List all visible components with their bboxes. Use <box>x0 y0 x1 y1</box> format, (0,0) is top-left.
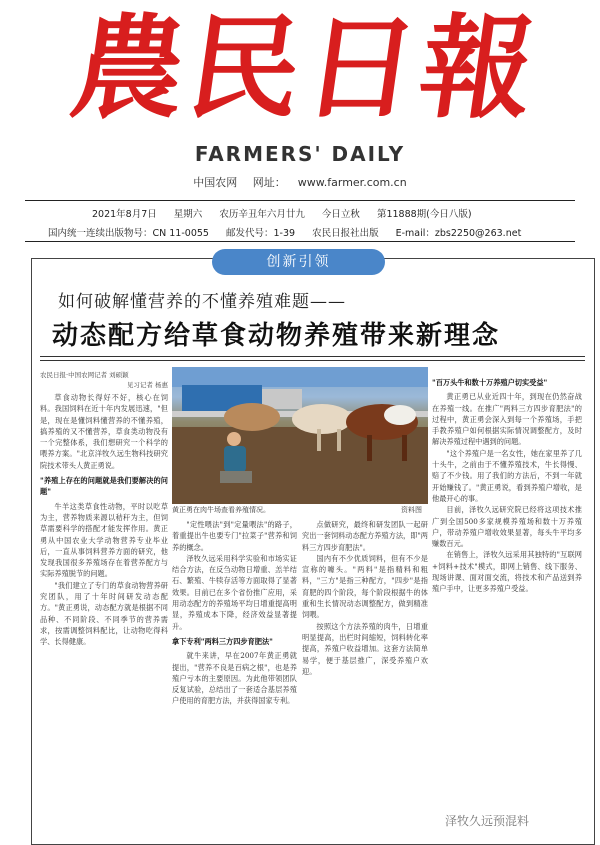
column-4 <box>432 373 582 803</box>
issue-weekday: 星期六 <box>173 209 203 220</box>
byline-intern: 见习记者 杨惠 <box>126 381 168 389</box>
subheading-1: "养殖上存在的问题就是我们要解决的问题" <box>40 476 168 497</box>
photo-caption-row <box>172 505 428 515</box>
article-lead: 草食动物长得好不好，核心在饲料。我国饲料在近十年内发展迅速，"但是，现在是懂饲料懂营养的不懂养殖，搞养殖的又不懂营养，草食类动物没有一个完整体系，我们想研究一个科学的喂养方案。"北京洋牧久远生物科技研究院技术带头人黄正勇说。 <box>40 393 168 470</box>
column-1 <box>40 392 168 832</box>
column-3-paragraph: 国内有不少优质饲料，但有不少是宣称的噱头。"两料"是指精料和粗料，"三方"是指三种配方，"四步"是指育肥的四个阶段，每个阶段根据牛的体重和生长情况动态调整配方，做到精准饲喂。 <box>302 553 428 620</box>
site-label: 中国农网 <box>193 176 238 189</box>
column-4-paragraph: 目前，泽牧久远研究院已经将这项技术推广到全国500多家规模养殖场和数十万养殖户，带动养殖户增收效果显著，每头牛平均多赚数百元。 <box>432 505 582 549</box>
column-2 <box>172 519 297 832</box>
subheading-2: 拿下专利"两料三方四步育肥法" <box>172 636 273 646</box>
email[interactable]: E-mail：zbs2250@263.net <box>395 228 522 239</box>
column-3-paragraph: 按照这个方法养殖的肉牛，日增重明显提高，出栏时间缩短，饲料转化率提高，养殖户收益增加。这套方法简单易学，便于基层推广，深受养殖户欢迎。 <box>302 621 428 676</box>
column-4-paragraph: 在销售上，泽牧久远采用其独特的"互联网+饲料+技术"模式，即网上销售、线下服务、现场讲课、面对面交流，将技术和产品送到养殖户手中，让更多养殖户受益。 <box>432 550 582 594</box>
article-headline: 动态配方给草食动物养殖带来新理念 <box>52 321 501 351</box>
issue-info-row <box>92 206 600 220</box>
newspaper-english-name: FARMERS' DAILY <box>194 142 406 166</box>
postal-code: 邮发代号：1-39 <box>225 228 296 239</box>
column-2-paragraph: 泽牧久远采用科学实验和市场实证结合方法，在反刍动物日增重、羔羊结石、繁殖、牛犊存活等方面取得了显著效果。目前已在多个省份推广应用，采用动态配方的养殖场平均日增重提高明显，养殖成本下降，经济效益显著提升。 <box>172 553 297 631</box>
header-rule <box>25 200 575 201</box>
publication-info-row <box>48 225 598 239</box>
column-1-paragraph: 牛羊这类草食性动物，平时以吃草为主，营养物质来源以秸秆为主，但饲草需要科学的搭配才能发挥作用。黄正勇从中国农业大学动物营养专业毕业后，一直从事饲料营养方面的研究，他发现我国很多养殖场存在着营养配方与实际养殖脱节的问题。 <box>40 501 168 579</box>
cn-number: 国内统一连续出版物号：CN 11-0055 <box>48 228 209 239</box>
masthead <box>0 0 600 200</box>
article-photo <box>172 367 428 504</box>
issue-number: 第11888期(今日八版) <box>376 209 472 220</box>
column-2-paragraph: 就牛来讲，早在2007年黄正勇就提出，"营养不良是百病之根"，也是养殖户亏本的主要原因。为此他带领团队反复试验，总结出了一套适合基层养殖户使用的育肥方法，并获得国家专利。 <box>172 651 297 706</box>
site-prefix: 网址： <box>252 176 286 189</box>
issue-solar-term: 今日立秋 <box>321 209 360 220</box>
column-4-paragraph: 黄正勇已从业近四十年，到现在仍然奋战在养殖一线。在推广"两料三方四步育肥法"的过程中，黄正勇会深入到每一个养殖场，手把手教养殖户如何根据实际情况调整配方，及时解决养殖过程中遇到的问题。 <box>432 392 582 447</box>
wechat-watermark: 泽牧久远预混料 <box>445 814 530 828</box>
site-line <box>0 174 600 190</box>
column-1-paragraph: "我们建立了专门的草食动物营养研究团队，用了十年时间研发动态配方。"黄正勇说，动态配方就是根据不同品种、不同阶段、不同季节的营养需求，按需调整饲料配比，让动物吃得科学、长得健康。 <box>40 580 168 647</box>
issue-date: 2021年8月7日 <box>92 209 157 220</box>
column-4-paragraph: "这个养殖户是一名女性，她在家里养了几十头牛，之前由于不懂养殖技术，牛长得慢、赔了不少钱。用了我们的方法后，不到一年就开始赚钱了。"黄正勇说，看到养殖户增收，是他最开心的事。 <box>432 448 582 503</box>
photo-credit: 资料图 <box>401 506 422 514</box>
cattle-photo-illustration <box>172 367 428 504</box>
column-3-paragraph: 点做研究，最终和研发团队一起研究出一套饲料动态配方养殖方法，即"两料三方四步育肥法"。 <box>302 520 428 552</box>
newspaper-logo: 農民日報 <box>63 3 547 134</box>
byline <box>40 370 168 390</box>
subheading-3: "百万头牛和数十万养殖户切实受益" <box>432 378 548 387</box>
photo-caption: 黄正勇在肉牛场查看养殖情况。 <box>172 506 270 514</box>
headline-rule <box>40 356 585 361</box>
column-3 <box>302 519 428 832</box>
issue-lunar: 农历辛丑年六月廿九 <box>219 209 305 220</box>
header-rule-bottom <box>25 241 575 242</box>
column-2-paragraph: "定性喂法"到"定量喂法"的路子，着重提出牛也要专门"拉菜子"营养和饲养的概念。 <box>172 520 297 552</box>
site-url[interactable]: www.farmer.com.cn <box>297 176 407 189</box>
section-tab: 创新引领 <box>212 249 385 275</box>
byline-reporter: 农民日报·中国农网记者 刘硕颖 <box>40 371 129 379</box>
article-kicker: 如何破解懂营养的不懂养殖难题—— <box>58 292 346 312</box>
publisher: 农民日报社出版 <box>312 228 379 239</box>
